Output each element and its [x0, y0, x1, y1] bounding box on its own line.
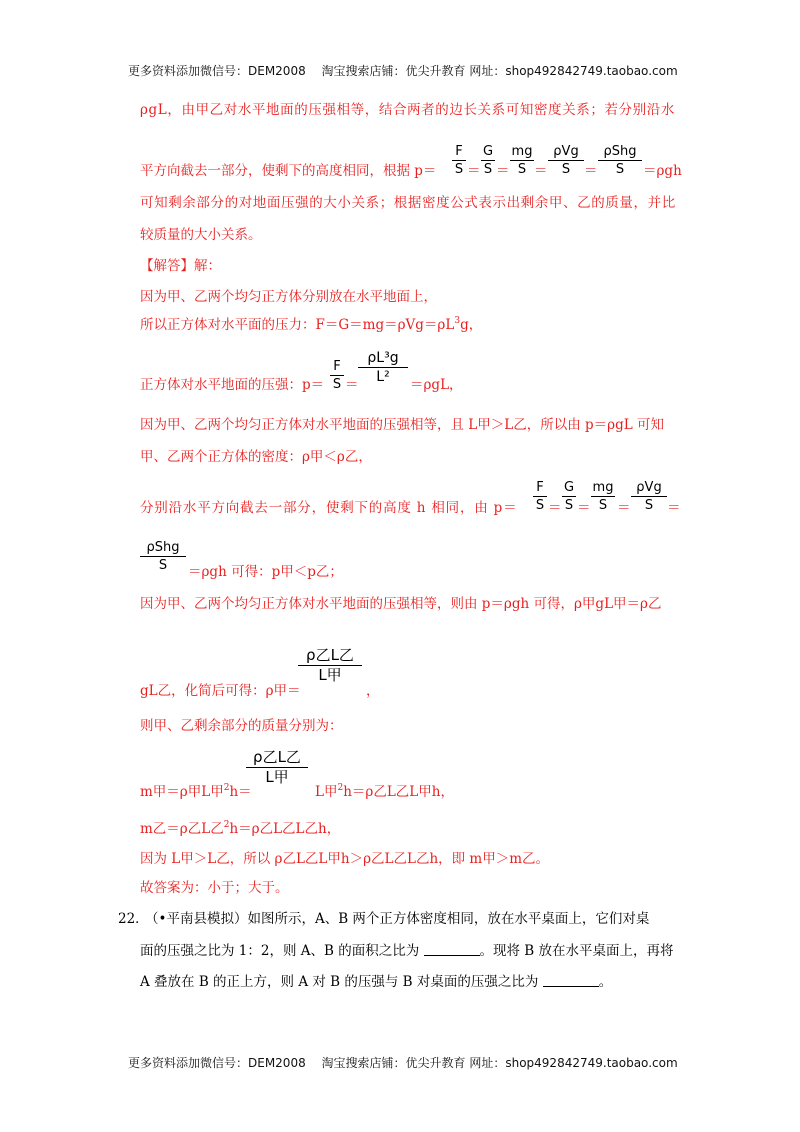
analysis-line-2-start: 平方向截去一部分，使剩下的高度相同，根据 p＝: [140, 163, 437, 179]
fraction-F-over-S: F S: [533, 481, 547, 512]
fraction-F-over-S: F S: [330, 360, 344, 391]
solution-line-10: 则甲、乙剩余部分的质量分别为：: [140, 718, 343, 734]
question-number: 22．: [118, 911, 149, 927]
equals-sign: ＝: [345, 377, 359, 393]
fraction-mg-over-S: mg S: [511, 144, 533, 177]
solution-line-14: 故答案为：小于；大于。: [140, 880, 289, 896]
fraction-G-over-S: G S: [563, 480, 575, 513]
answer-blank-1[interactable]: [424, 943, 480, 956]
equals-sign: ＝: [548, 500, 562, 516]
analysis-line-2-end: ＝ρgh: [643, 163, 682, 179]
question-line-2: 面的压强之比为 1：2，则 A、B 的面积之比为 。现将 B 放在水平桌面上，再将: [140, 943, 674, 959]
solution-line-5: 甲、乙两个正方体的密度：ρ甲＜ρ乙，: [140, 449, 372, 465]
solution-line-13: 因为 L甲＞L乙，所以 ρ乙L乙L甲h＞ρ乙L乙L乙h，即 m甲＞m乙。: [140, 851, 550, 867]
solution-line-3-start: 正方体对水平地面的压强：p＝: [140, 377, 325, 393]
question-line-1: （•平南县模拟）如图所示，A、B 两个正方体密度相同，放在水平桌面上，它们对桌: [145, 911, 650, 927]
fraction-rhoShg-over-S: ρShg S: [598, 145, 642, 176]
analysis-line-1: ρgL，由甲乙对水平地面的压强相等，结合两者的边长关系可知密度关系；若分别沿水: [140, 102, 675, 118]
fraction-rhoLz-over-Lj: ρ乙L乙 L甲: [246, 750, 308, 785]
fraction-rhoLz-over-Lj: ρ乙L乙 L甲: [298, 648, 362, 683]
solution-line-3-end: ＝ρgL，: [410, 377, 463, 393]
solution-line-12: m乙＝ρ乙L乙$^2$h＝ρ乙L乙L乙h，: [140, 820, 341, 837]
solution-line-7: ＝ρgh 可得：p甲＜p乙；: [188, 564, 343, 580]
equals-sign: ＝: [496, 163, 510, 179]
solution-line-11-start: m甲＝ρ甲L甲$^2$h＝: [140, 783, 252, 800]
solution-line-9-start: gL乙，化简后可得：ρ甲＝: [140, 683, 301, 699]
equals-sign: ＝: [584, 163, 598, 179]
analysis-line-4: 较质量的大小关系。: [140, 227, 262, 243]
solution-line-4: 因为甲、乙两个均匀正方体对水平地面的压强相等，且 L甲＞L乙，所以由 p＝ρgL 可知: [140, 417, 664, 433]
solution-line-6-end: ＝: [667, 500, 681, 516]
page-footer: 更多资料添加微信号：DEM2008 淘宝搜索店铺：优尖升教育 网址：shop492842749.taobao.com: [128, 1056, 678, 1070]
fraction-rhoL3g-over-L2: ρL³g L²: [358, 351, 408, 384]
equals-sign: ＝: [534, 163, 548, 179]
fraction-rhoVg-over-S: ρVg S: [631, 481, 667, 512]
fraction-rhoShg-over-S: ρShg S: [140, 541, 186, 572]
fraction-mg-over-S: mg S: [592, 480, 614, 513]
fraction-G-over-S: G S: [482, 144, 494, 177]
page-header: 更多资料添加微信号：DEM2008 淘宝搜索店铺：优尖升教育 网址：shop492842749.taobao.com: [128, 64, 678, 78]
fraction-F-over-S: F S: [452, 145, 466, 176]
solution-tag: 【解答】解：: [140, 258, 221, 274]
question-line-3: A 叠放在 B 的正上方，则 A 对 B 的压强与 B 对桌面的压强之比为 。: [140, 974, 613, 990]
solution-line-8: 因为甲、乙两个均匀正方体对水平地面的压强相等，则由 p＝ρgh 可得，ρ甲gL甲＝ρ乙: [140, 596, 662, 612]
answer-blank-2[interactable]: [543, 974, 599, 987]
equals-sign: ＝: [577, 500, 591, 516]
equals-sign: ＝: [617, 500, 631, 516]
solution-line-11-end: L甲$^2$h＝ρ乙L乙L甲h，: [315, 783, 454, 800]
solution-line-2: 所以正方体对水平面的压力：$F=G=mg=\rho Vg=\rho L^3g$，: [140, 316, 483, 333]
solution-line-6-start: 分别沿水平方向截去一部分，使剩下的高度 h 相同，由 p＝: [140, 500, 518, 516]
solution-line-9-end: ，: [366, 683, 380, 699]
fraction-rhoVg-over-S: ρVg S: [548, 145, 584, 176]
equals-sign: ＝: [467, 163, 481, 179]
solution-line-1: 因为甲、乙两个均匀正方体分别放在水平地面上，: [140, 289, 437, 305]
analysis-line-3: 可知剩余部分的对地面压强的大小关系；根据密度公式表示出剩余甲、乙的质量，并比: [140, 195, 676, 211]
